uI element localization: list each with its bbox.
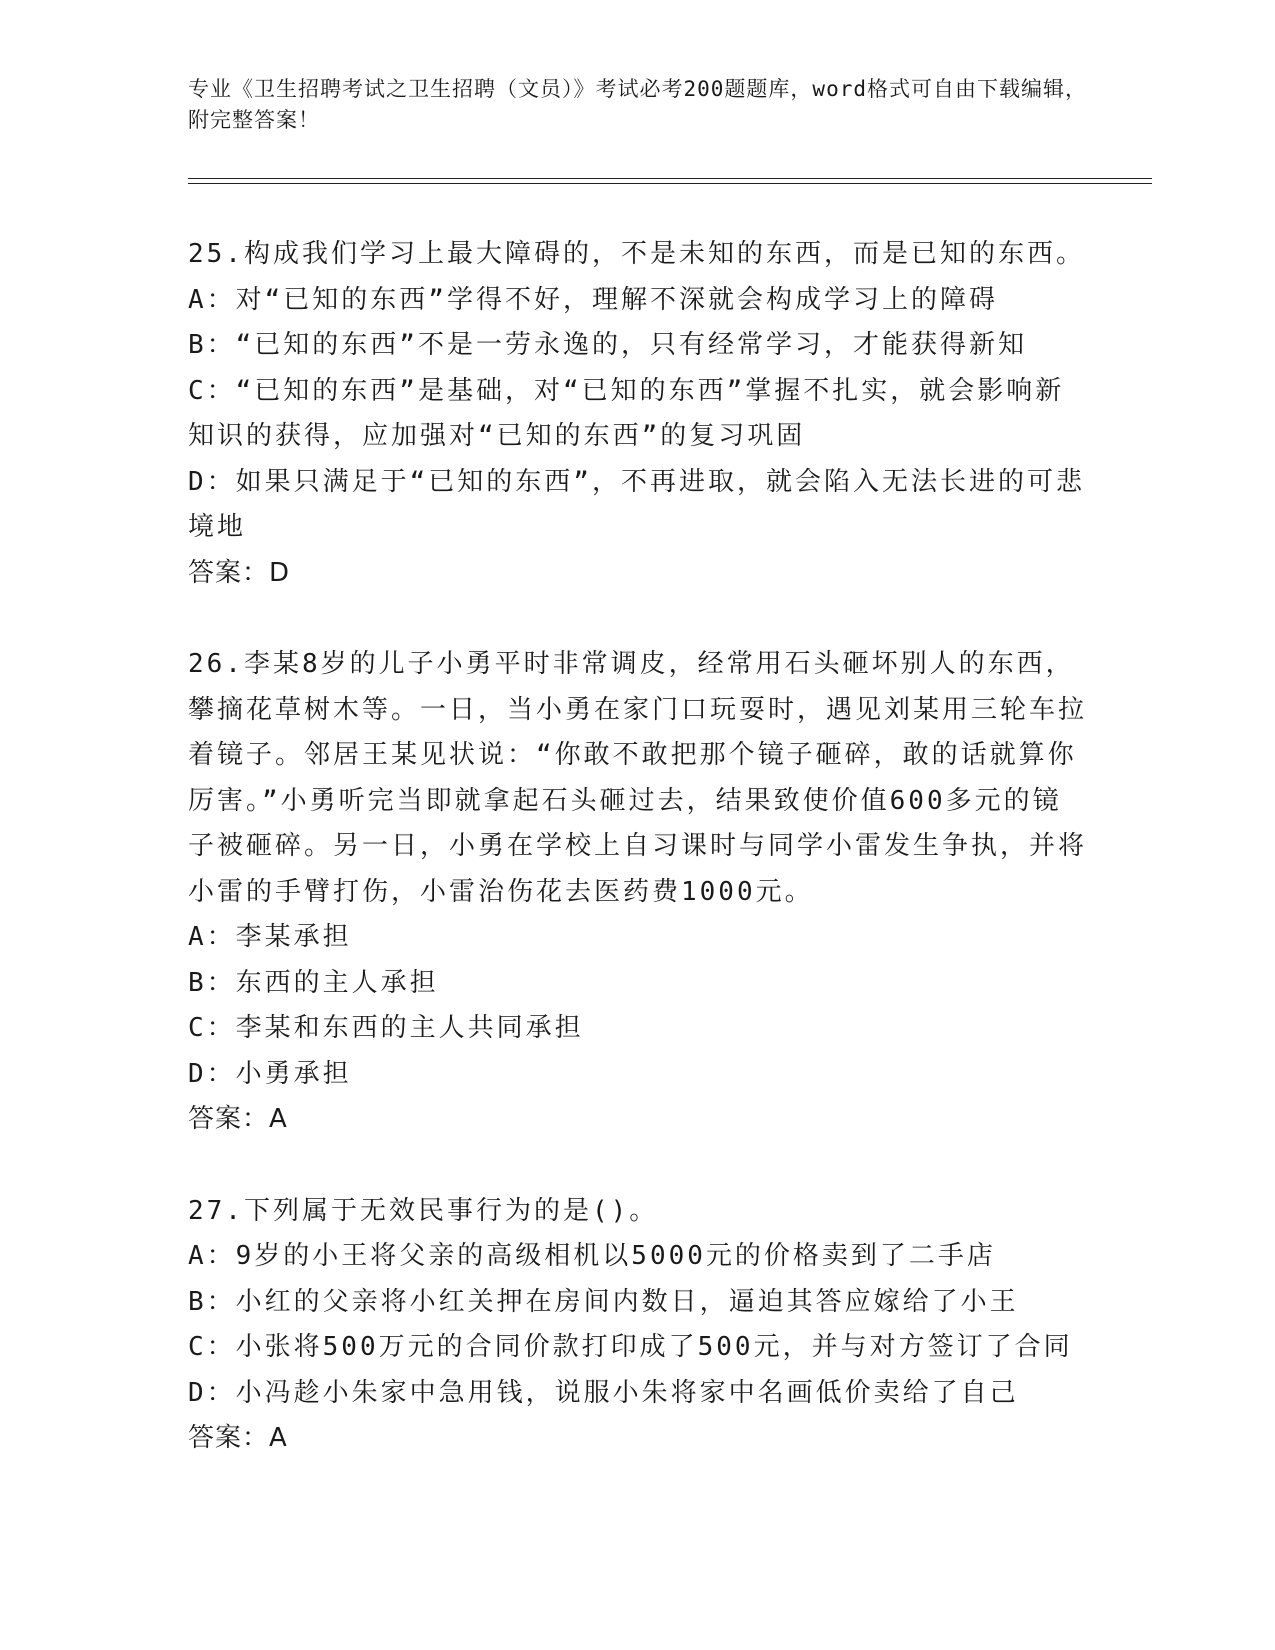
option-a: A：对“已知的东西”学得不好，理解不深就会构成学习上的障碍 (188, 284, 998, 315)
option-c: C：“已知的东西”是基础，对“已知的东西”掌握不扎实，就会影响新知识的获得，应加强对“已知的东西”的复习巩固 (188, 375, 1065, 451)
question-26 (188, 642, 1088, 1143)
question-stem: 26.李某8岁的儿子小勇平时非常调皮，经常用石头砸坏别人的东西，攀摘花草树木等。一日，当小勇在家门口玩耍时，遇见刘某用三轮车拉着镜子。邻居王某见状说：“你敢不敢把那个镜子砸碎，敢的话就算你厉害。”小勇听完当即就拿起石头砸过去，结果致使价值600多元的镜子被砸碎。另一日，小勇在学校上自习课时与同学小雷发生争执，并将小雷的手臂打伤，小雷治伤花去医药费1000元。 (188, 649, 1088, 907)
option-a: A：9岁的小王将父亲的高级相机以5000元的价格卖到了二手店 (188, 1241, 996, 1271)
answer: 答案：A (188, 1423, 288, 1453)
question-stem: 25.构成我们学习上最大障碍的，不是未知的东西，而是已知的东西。 (188, 239, 1085, 269)
option-a: A：李某承担 (188, 922, 352, 952)
question-list (188, 232, 1088, 1508)
header-divider-bottom (188, 183, 1152, 184)
document-header: 专业《卫生招聘考试之卫生招聘（文员）》考试必考200题题库，word格式可自由下载编辑，附完整答案！ (188, 77, 1087, 132)
question-25 (188, 232, 1088, 596)
option-d: D：如果只满足于“已知的东西”，不再进取，就会陷入无法长进的可悲境地 (188, 466, 1085, 542)
answer: 答案：D (188, 557, 291, 588)
option-b: B：小红的父亲将小红关押在房间内数日，逼迫其答应嫁给了小王 (188, 1286, 1019, 1317)
answer: 答案：A (188, 1104, 288, 1134)
question-27 (188, 1189, 1088, 1462)
option-c: C：小张将500万元的合同价款打印成了500元，并与对方签订了合同 (188, 1332, 1073, 1362)
question-stem: 27.下列属于无效民事行为的是()。 (188, 1195, 659, 1226)
option-d: D：小冯趁小朱家中急用钱，说服小朱将家中名画低价卖给了自己 (188, 1377, 1019, 1408)
option-c: C：李某和东西的主人共同承担 (188, 1013, 584, 1043)
option-b: B：东西的主人承担 (188, 967, 439, 998)
option-b: B：“已知的东西”不是一劳永逸的，只有经常学习，才能获得新知 (188, 330, 1027, 360)
option-d: D：小勇承担 (188, 1058, 352, 1089)
header-divider-top (188, 178, 1152, 179)
